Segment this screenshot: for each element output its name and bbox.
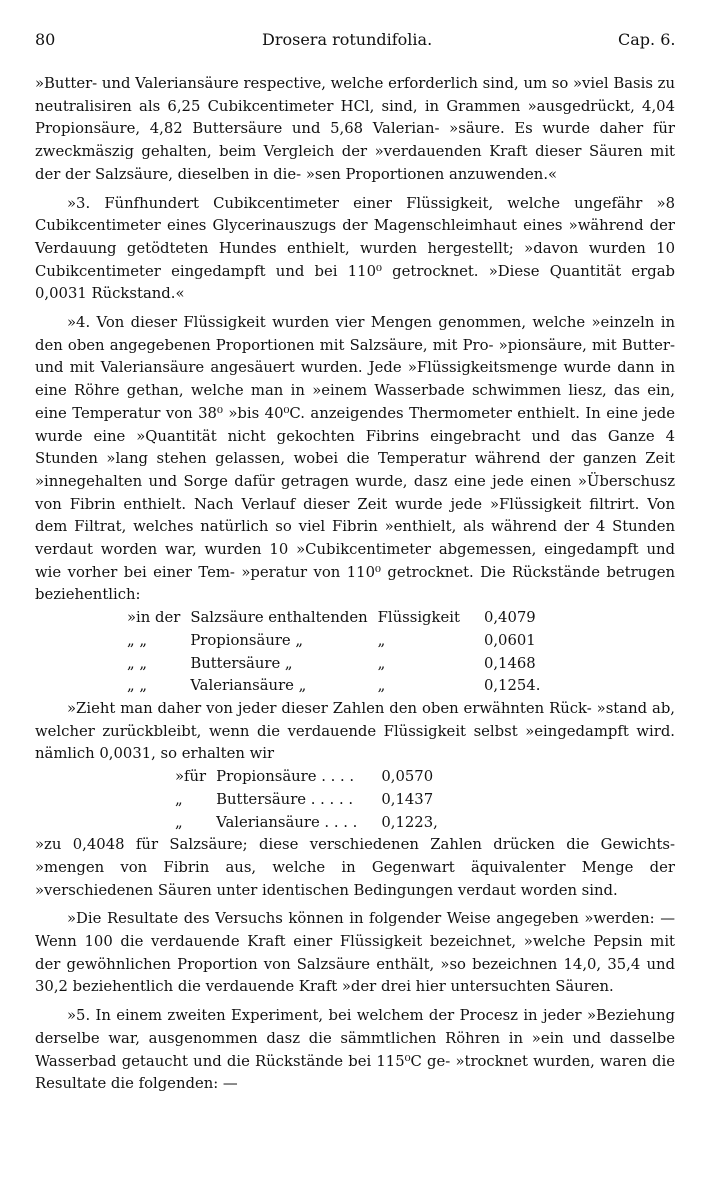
page-body — [35, 73, 675, 1096]
corrected-table — [175, 766, 448, 834]
paragraph-3: »3. Fünfhundert Cubikcentimeter einer Flüssigkeit, welche ungefähr »8 Cubikcentimeter eines Glycerinauszugs der Magenschleimhaut eines »während der Verdauung getödteten Hundes enthielt, wurden hergestellt; »davon wurden 10 Cubikcentimeter eingedampft und bei 110⁰ getrocknet. »Diese Quantität ergab 0,0031 Rückstand.« — [35, 194, 675, 303]
residue-value: 0,1254. — [483, 677, 541, 695]
acid-label: Propionsäure „ — [190, 631, 304, 649]
liquid-label: Flüssigkeit — [377, 609, 460, 627]
residue-value: 0,4079 — [483, 609, 536, 627]
row-prefix: „ „ — [127, 654, 148, 672]
acid-label: Salzsäure enthaltenden — [190, 609, 368, 627]
acid-label: Buttersäure . . . . . — [216, 790, 354, 808]
residue-value: 0,1468 — [483, 654, 536, 672]
row-prefix: „ — [175, 813, 183, 831]
table-row — [127, 630, 550, 653]
paragraph-summary: »Die Resultate des Versuchs können in folgender Weise angegeben »werden: — Wenn 100 die verdauende Kraft einer Flüssigkeit bezeichnet, »welche Pepsin mit der gewöhnlichen Proportion von Salzsäure enthält, »so bezeichnen 14,0, 35,4 und 30,2 beziehentlich die verdauende Kraft »der drei hier untersuchten Säuren. — [35, 910, 675, 996]
row-prefix: „ — [175, 790, 183, 808]
paragraph-subtraction: »Zieht man daher von jeder dieser Zahlen den oben erwähnten Rück- »stand ab, welcher zurückbleibt, wenn die verdauende Flüssigkeit selbst »eingedampft wird. nämlich 0,0031, so erhalten wir — [35, 699, 675, 763]
table-row — [175, 789, 448, 812]
running-header — [0, 30, 701, 56]
table-row — [127, 653, 550, 676]
table-row — [175, 812, 448, 835]
table-row — [175, 766, 448, 789]
corrected-value: 0,1223, — [381, 813, 438, 831]
table-row — [127, 675, 550, 698]
liquid-label: „ — [377, 677, 386, 695]
corrected-value: 0,1437 — [381, 790, 434, 808]
page-number: 80 — [35, 30, 56, 49]
corrected-value: 0,0570 — [381, 768, 434, 786]
acid-label: Buttersäure „ — [190, 654, 293, 672]
paragraph-5: »5. In einem zweiten Experiment, bei welchem der Procesz in jeder »Beziehung derselbe war, ausgenommen dasz die sämmtlichen Röhren in »ein und dasselbe Wasserbad getaucht und die Rückstände bei 115⁰C ge- »trocknet wurden, waren die Resultate die folgenden: — — [35, 1007, 675, 1093]
liquid-label: „ — [377, 631, 386, 649]
residue-table — [127, 607, 550, 698]
row-prefix: „ „ — [127, 631, 148, 649]
residue-value: 0,0601 — [483, 631, 536, 649]
liquid-label: „ — [377, 654, 386, 672]
table-row — [127, 607, 550, 630]
paragraph-result: »zu 0,4048 für Salzsäure; diese verschiedenen Zahlen drücken die Gewichts- »mengen von Fibrin aus, welche in Gegenwart äquivalenter Menge der »verschiedenen Säuren unter identischen Bedingungen verdaut worden sind. — [35, 836, 675, 899]
acid-label: Valeriansäure . . . . — [216, 813, 358, 831]
row-prefix: »in der — [127, 609, 181, 627]
running-title: Drosera rotundifolia. — [262, 30, 433, 49]
acid-label: Propionsäure . . . . — [216, 768, 355, 786]
paragraph-continuation: »Butter- und Valeriansäure respective, welche erforderlich sind, um so »viel Basis zu neutralisiren als 6,25 Cubikcentimeter HCl, sind, in Grammen »ausgedrückt, 4,04 Propionsäure, 4,82 Buttersäure und 5,68 Valerian- »säure. Es wurde daher für zweckmäszig gehalten, beim Vergleich der »verdauenden Kraft dieser Säuren mit der der Salzsäure, dieselben in die- »sen Proportionen anzuwenden.« — [35, 75, 675, 183]
paragraph-4: »4. Von dieser Flüssigkeit wurden vier Mengen genommen, welche »einzeln in den oben angegebenen Proportionen mit Salzsäure, mit Pro- »pionsäure, mit Butter- und mit Valeriansäure angesäuert wurden. Jede »Flüssigkeitsmenge wurde dann in eine Röhre gethan, welche man in »einem Wasserbade schwimmen liesz, das ein, eine Temperatur von 38⁰ »bis 40⁰C. anzeigendes Thermometer enthielt. In eine jede wurde eine »Quantität nicht gekochten Fibrins eingebracht und das Ganze 4 Stunden »lang stehen gelassen, wobei die Temperatur während der ganzen Zeit »innegehalten und Sorge dafür getragen wurde, dasz eine jede einen »Überschusz von Fibrin enthielt. Nach Verlauf dieser Zeit wurde jede »Flüssigkeit filtrirt. Von dem Filtrat, welches natürlich so viel Fibrin »enthielt, als während der 4 Stunden verdaut worden war, wurden 10 »Cubikcentimeter abgemessen, eingedampft und wie vorher bei einer Tem- »peratur von 110⁰ getrocknet. Die Rückstände betrugen beziehentlich: — [35, 314, 675, 604]
row-prefix: »für — [175, 768, 207, 786]
row-prefix: „ „ — [127, 677, 148, 695]
chapter-label: Cap. 6. — [618, 30, 676, 49]
acid-label: Valeriansäure „ — [190, 677, 307, 695]
